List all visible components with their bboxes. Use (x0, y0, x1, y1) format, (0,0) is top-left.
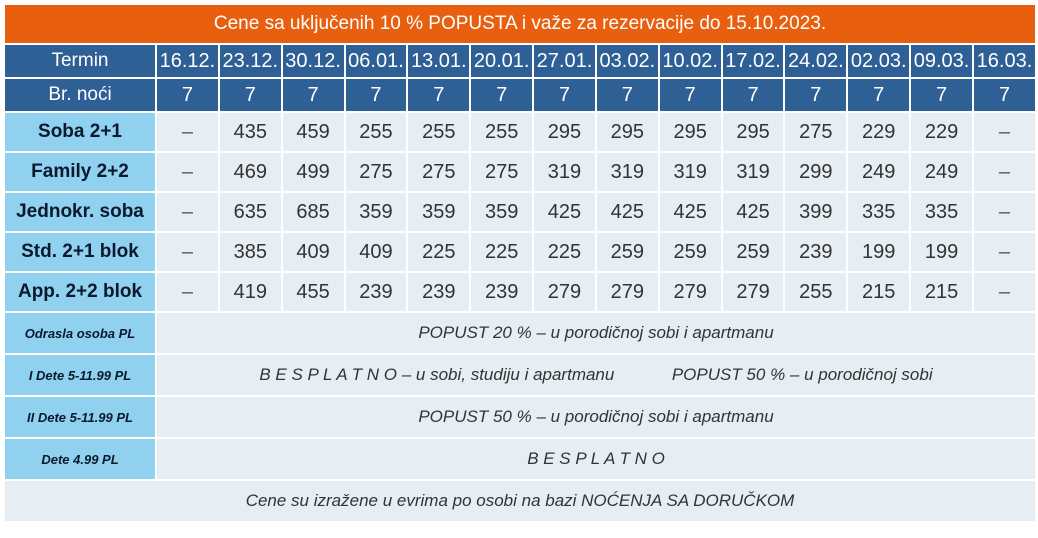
date-cell: 06.01. (346, 45, 407, 77)
price-cell: 425 (534, 193, 595, 231)
note-row-child2 (5, 397, 1035, 437)
note-label: Odrasla osoba PL (5, 313, 155, 353)
nights-cell: 7 (723, 79, 784, 111)
room-label: Std. 2+1 blok (5, 233, 155, 271)
price-cell: 259 (660, 233, 721, 271)
price-cell: 199 (911, 233, 972, 271)
price-cell: 335 (911, 193, 972, 231)
note-text: B E S P L A T N O (157, 439, 1035, 479)
date-cell: 10.02. (660, 45, 721, 77)
price-cell: 425 (660, 193, 721, 231)
price-table (3, 3, 1037, 523)
price-cell: 319 (660, 153, 721, 191)
nights-cell: 7 (220, 79, 281, 111)
price-cell: 279 (723, 273, 784, 311)
price-cell: 459 (283, 113, 344, 151)
price-cell: 255 (408, 113, 469, 151)
price-cell: 685 (283, 193, 344, 231)
price-cell: 299 (785, 153, 846, 191)
note-row-adult (5, 313, 1035, 353)
banner-row (5, 5, 1035, 43)
price-cell: 239 (346, 273, 407, 311)
price-cell: 399 (785, 193, 846, 231)
nights-cell: 7 (848, 79, 909, 111)
price-cell: 319 (597, 153, 658, 191)
price-cell: 239 (471, 273, 532, 311)
date-cell: 09.03. (911, 45, 972, 77)
room-label: App. 2+2 blok (5, 273, 155, 311)
price-cell: 295 (534, 113, 595, 151)
date-cell: 17.02. (723, 45, 784, 77)
nights-cell: 7 (597, 79, 658, 111)
price-cell: 425 (597, 193, 658, 231)
note-row-child1 (5, 355, 1035, 395)
date-cell: 23.12. (220, 45, 281, 77)
date-cell: 20.01. (471, 45, 532, 77)
price-cell: 259 (723, 233, 784, 271)
price-cell: – (974, 233, 1035, 271)
nights-cell: 7 (785, 79, 846, 111)
price-cell: – (157, 273, 218, 311)
price-cell: – (157, 113, 218, 151)
price-cell: 635 (220, 193, 281, 231)
price-cell: 249 (848, 153, 909, 191)
note-text (157, 355, 1035, 395)
room-row (5, 273, 1035, 311)
date-cell: 03.02. (597, 45, 658, 77)
nights-cell: 7 (974, 79, 1035, 111)
nights-cell: 7 (534, 79, 595, 111)
room-row (5, 233, 1035, 271)
price-cell: 295 (723, 113, 784, 151)
room-label: Family 2+2 (5, 153, 155, 191)
dates-row (5, 45, 1035, 77)
price-cell: 229 (848, 113, 909, 151)
room-row (5, 153, 1035, 191)
price-cell: 469 (220, 153, 281, 191)
price-cell: 275 (346, 153, 407, 191)
price-cell: 335 (848, 193, 909, 231)
nights-cell: 7 (471, 79, 532, 111)
price-cell: – (974, 153, 1035, 191)
nights-cell: 7 (346, 79, 407, 111)
price-cell: 225 (534, 233, 595, 271)
price-cell: 279 (534, 273, 595, 311)
price-cell: 419 (220, 273, 281, 311)
room-label: Jednokr. soba (5, 193, 155, 231)
price-cell: 259 (597, 233, 658, 271)
nights-cell: 7 (911, 79, 972, 111)
price-cell: 225 (471, 233, 532, 271)
note-label: I Dete 5-11.99 PL (5, 355, 155, 395)
date-cell: 27.01. (534, 45, 595, 77)
price-cell: 275 (785, 113, 846, 151)
price-cell: – (974, 273, 1035, 311)
price-cell: 409 (283, 233, 344, 271)
nights-row (5, 79, 1035, 111)
price-cell: 319 (534, 153, 595, 191)
price-cell: 275 (408, 153, 469, 191)
date-cell: 30.12. (283, 45, 344, 77)
price-cell: 249 (911, 153, 972, 191)
banner-title: Cene sa uključenih 10 % POPUSTA i važe za rezervacije do 15.10.2023. (5, 5, 1035, 43)
date-cell: 13.01. (408, 45, 469, 77)
note-row-infant (5, 439, 1035, 479)
price-cell: 229 (911, 113, 972, 151)
price-cell: 215 (848, 273, 909, 311)
nights-cell: 7 (408, 79, 469, 111)
note-text: POPUST 50 % – u porodičnoj sobi i apartmanu (157, 397, 1035, 437)
note-text: POPUST 20 % – u porodičnoj sobi i apartmanu (157, 313, 1035, 353)
note-text-free: B E S P L A T N O – u sobi, studiju i apartmanu (259, 365, 615, 384)
termin-label: Termin (5, 45, 155, 77)
price-cell: – (974, 193, 1035, 231)
price-cell: – (157, 153, 218, 191)
price-cell: 409 (346, 233, 407, 271)
price-cell: 255 (785, 273, 846, 311)
price-cell: 255 (346, 113, 407, 151)
nights-label: Br. noći (5, 79, 155, 111)
footer-row (5, 481, 1035, 521)
price-cell: 359 (346, 193, 407, 231)
price-cell: 239 (785, 233, 846, 271)
price-cell: 279 (597, 273, 658, 311)
price-cell: 499 (283, 153, 344, 191)
price-cell: 359 (471, 193, 532, 231)
nights-cell: 7 (660, 79, 721, 111)
note-label: Dete 4.99 PL (5, 439, 155, 479)
price-cell: 295 (660, 113, 721, 151)
price-cell: 239 (408, 273, 469, 311)
price-cell: 455 (283, 273, 344, 311)
price-cell: 295 (597, 113, 658, 151)
price-cell: – (157, 233, 218, 271)
note-text-discount: POPUST 50 % – u porodičnoj sobi (671, 365, 933, 384)
price-table-container (3, 3, 1035, 523)
price-cell: 279 (660, 273, 721, 311)
price-cell: 215 (911, 273, 972, 311)
price-cell: 425 (723, 193, 784, 231)
price-cell: 359 (408, 193, 469, 231)
price-cell: 225 (408, 233, 469, 271)
price-cell: 435 (220, 113, 281, 151)
date-cell: 02.03. (848, 45, 909, 77)
price-cell: – (974, 113, 1035, 151)
nights-cell: 7 (283, 79, 344, 111)
price-cell: 255 (471, 113, 532, 151)
date-cell: 16.12. (157, 45, 218, 77)
room-label: Soba 2+1 (5, 113, 155, 151)
date-cell: 16.03. (974, 45, 1035, 77)
price-cell: 385 (220, 233, 281, 271)
date-cell: 24.02. (785, 45, 846, 77)
footer-text: Cene su izražene u evrima po osobi na bazi NOĆENJA SA DORUČKOM (5, 481, 1035, 521)
room-row (5, 193, 1035, 231)
price-cell: 275 (471, 153, 532, 191)
price-cell: – (157, 193, 218, 231)
price-cell: 199 (848, 233, 909, 271)
nights-cell: 7 (157, 79, 218, 111)
note-label: II Dete 5-11.99 PL (5, 397, 155, 437)
price-cell: 319 (723, 153, 784, 191)
room-row (5, 113, 1035, 151)
